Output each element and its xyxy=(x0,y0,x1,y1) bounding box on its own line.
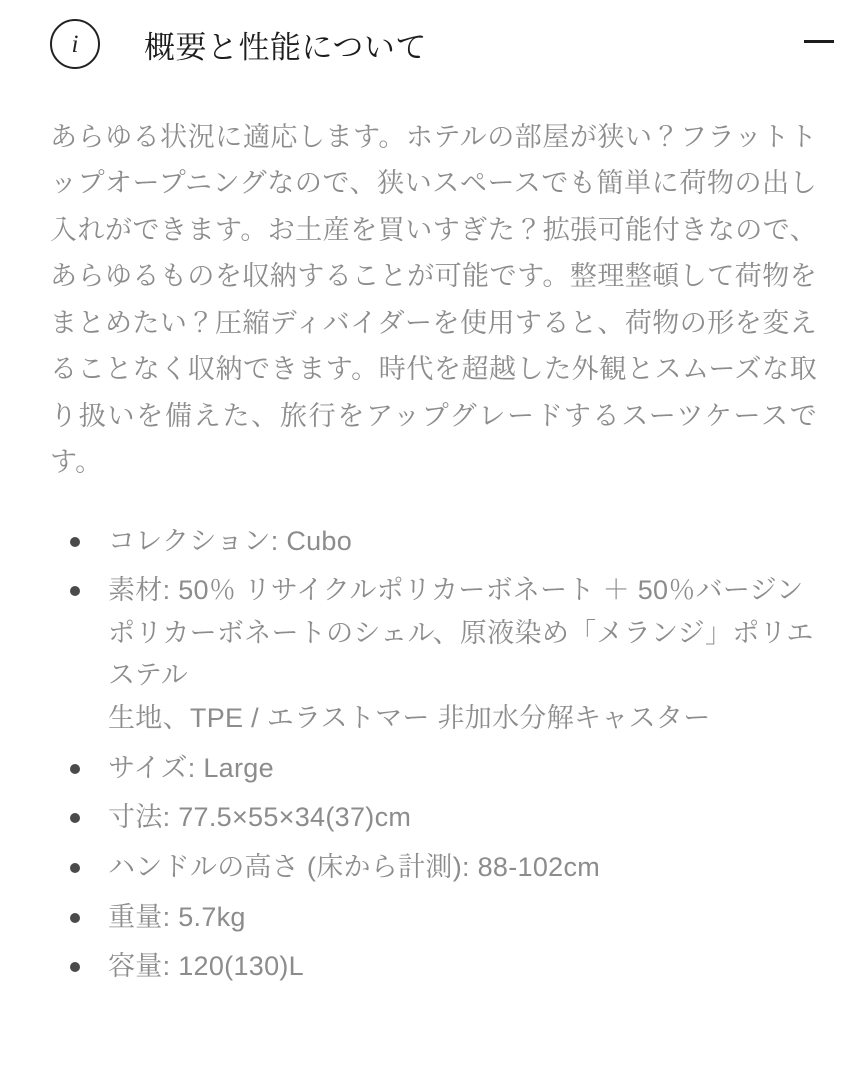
specification-list xyxy=(50,520,817,989)
spec-text: 素材: 50％ リサイクルポリカーボネート ＋ 50％バージンポリカーボネートのシェル、原液染め「メランジ」ポリエステル xyxy=(108,575,814,691)
page-title: 概要と性能について xyxy=(144,29,427,65)
accordion-content xyxy=(0,70,867,988)
spec-text: 寸法: 77.5×55×34(37)cm xyxy=(108,802,412,833)
spec-text: ハンドルの高さ (床から計測): 88-102cm xyxy=(108,852,601,883)
list-item xyxy=(108,569,817,740)
list-item xyxy=(108,520,817,563)
collapse-minus-icon[interactable] xyxy=(799,21,839,67)
info-circle-icon xyxy=(50,19,100,69)
product-description: あらゆる状況に適応します。ホテルの部屋が狭い？フラットトップオープニングなので、狭いスペースでも簡単に荷物の出し入れができます。お土産を買いすぎた？拡張可能付きなので、あらゆるものを収納することが可能です。整理整頓して荷物をまとめたい？圧縮ディバイダーを使用すると、荷物の形を変えることなく収納できます。時代を超越した外観とスムーズな取り扱いを備えた、旅行をアップグレードするスーツケースです。 xyxy=(50,122,817,478)
list-item xyxy=(108,747,817,790)
spec-text: コレクション: Cubo xyxy=(108,525,353,556)
spec-text: 容量: 120(130)L xyxy=(108,951,304,982)
spec-text: サイズ: Large xyxy=(108,752,274,783)
list-item xyxy=(108,796,817,839)
minus-bar-shape xyxy=(804,40,834,43)
list-item xyxy=(108,896,817,939)
list-item xyxy=(108,846,817,889)
spec-text-continued: 生地、TPE / エラストマー 非加水分解キャスター xyxy=(108,703,711,734)
accordion-header[interactable] xyxy=(0,0,867,70)
spec-text: 重量: 5.7kg xyxy=(108,901,246,932)
info-icon-glyph: i xyxy=(71,30,79,58)
list-item xyxy=(108,945,817,988)
